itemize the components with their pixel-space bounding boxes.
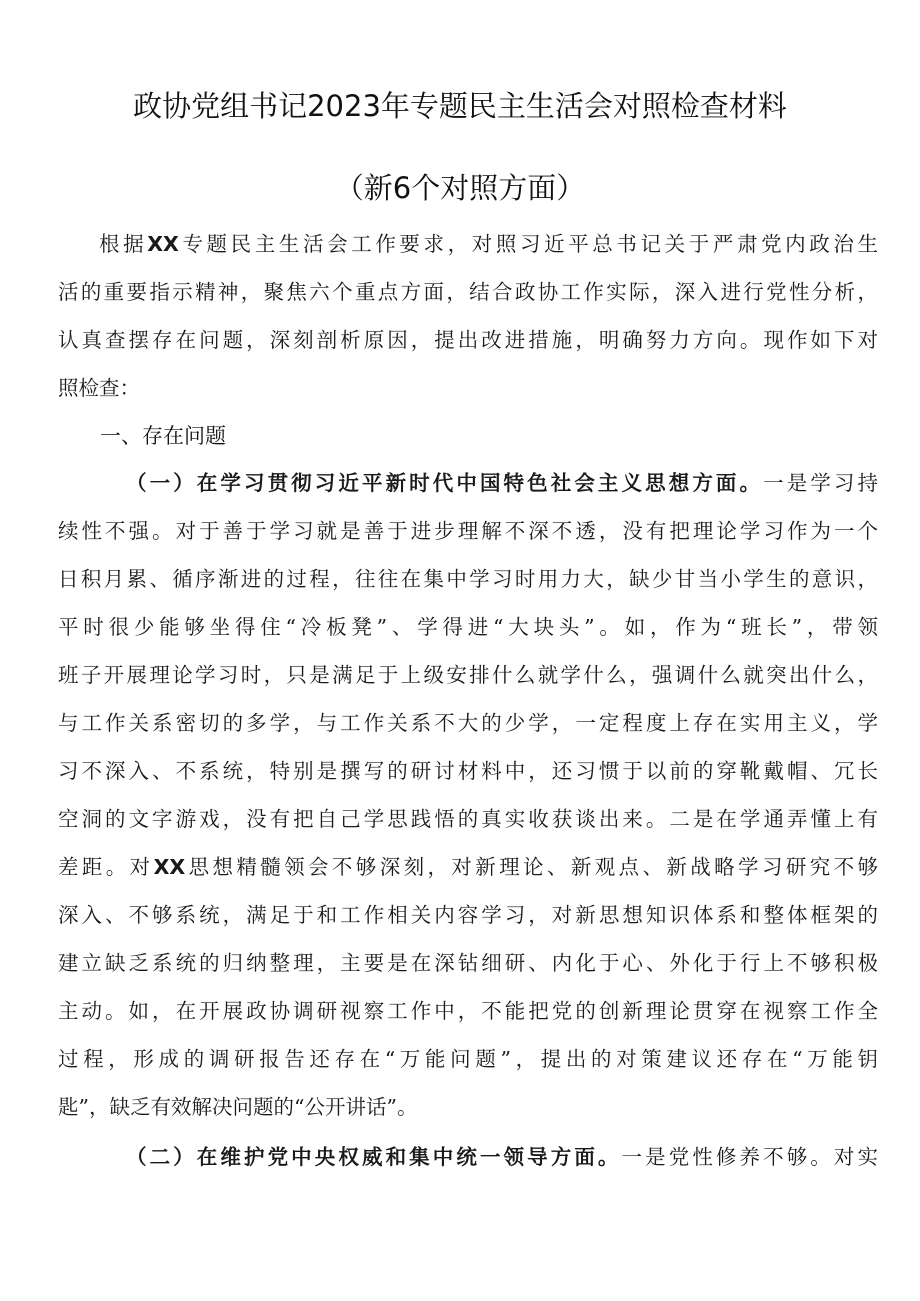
section-1-line-8: 空洞的文字游戏，没有把自己学思践悟的真实收获谈出来。二是在学通弄懂上有	[58, 807, 878, 831]
section-1-line-13: 过程，形成的调研报告还存在“万能问题”，提出的对策建议还存在“万能钥	[58, 1047, 878, 1071]
section-1-line-11: 建立缺乏系统的归纳整理，主要是在深钻细研、内化于心、外化于行上不够积极	[58, 951, 878, 975]
section-heading-existing-problems: 一、存在问题	[100, 424, 226, 448]
document-title-line-2: （新6个对照方面）	[334, 171, 586, 205]
section-1-line-4: 平时很少能够坐得住“冷板凳”、学得进“大块头”。如，作为“班长”，带领	[58, 615, 878, 639]
section-1-line-5: 班子开展理论学习时，只是满足于上级安排什么就学什么，强调什么就突出什么，	[58, 663, 878, 687]
section-1-line-12: 主动。如，在开展政协调研视察工作中，不能把党的创新理论贯穿在视察工作全	[58, 999, 878, 1023]
intro-paragraph	[58, 220, 878, 412]
intro-line-1: 根据XX专题民主生活会工作要求，对照习近平总书记关于严肃党内政治生	[99, 232, 878, 256]
section-1-bold-lead: （一）在学习贯彻习近平新时代中国特色社会主义思想方面。	[126, 471, 764, 495]
section-1-line-14: 匙”，缺乏有效解决问题的“公开讲话”。	[58, 1095, 418, 1119]
section-1-line-9: 差距。对XX思想精髓领会不够深刻，对新理论、新观点、新战略学习研究不够	[58, 855, 879, 879]
intro-line-3: 认真查摆存在问题，深刻剖析原因，提出改进措施，明确努力方向。现作如下对	[58, 328, 878, 352]
document-title-line-1: 政协党组书记2023年专题民主生活会对照检查材料	[133, 89, 787, 123]
section-1-line-3: 日积月累、循序渐进的过程，往往在集中学习时用力大，缺少甘当小学生的意识，	[58, 567, 878, 591]
section-2-line-1: （二）在维护党中央权威和集中统一领导方面。一是党性修养不够。对实	[126, 1145, 878, 1169]
section-1-line-7: 习不深入、不系统，特别是撰写的研讨材料中，还习惯于以前的穿靴戴帽、冗长	[58, 759, 878, 783]
section-1-line-6: 与工作关系密切的多学，与工作关系不大的少学，一定程度上存在实用主义，学	[58, 711, 878, 735]
section-2-bold-lead: （二）在维护党中央权威和集中统一领导方面。	[126, 1145, 622, 1169]
intro-line-2: 活的重要指示精神，聚焦六个重点方面，结合政协工作实际，深入进行党性分析，	[58, 280, 878, 304]
section-2-paragraph	[58, 1133, 878, 1181]
intro-line-4: 照检查：	[58, 376, 140, 400]
section-1-line-10: 深入、不够系统，满足于和工作相关内容学习，对新思想知识体系和整体框架的	[58, 903, 878, 927]
section-1-line-2: 续性不强。对于善于学习就是善于进步理解不深不透，没有把理论学习作为一个	[58, 519, 878, 543]
placeholder-xx: XX	[147, 232, 179, 256]
placeholder-xx: XX	[153, 855, 186, 879]
section-1-paragraph	[58, 459, 878, 1131]
section-1-line-1: （一）在学习贯彻习近平新时代中国特色社会主义思想方面。一是学习持	[126, 471, 879, 495]
